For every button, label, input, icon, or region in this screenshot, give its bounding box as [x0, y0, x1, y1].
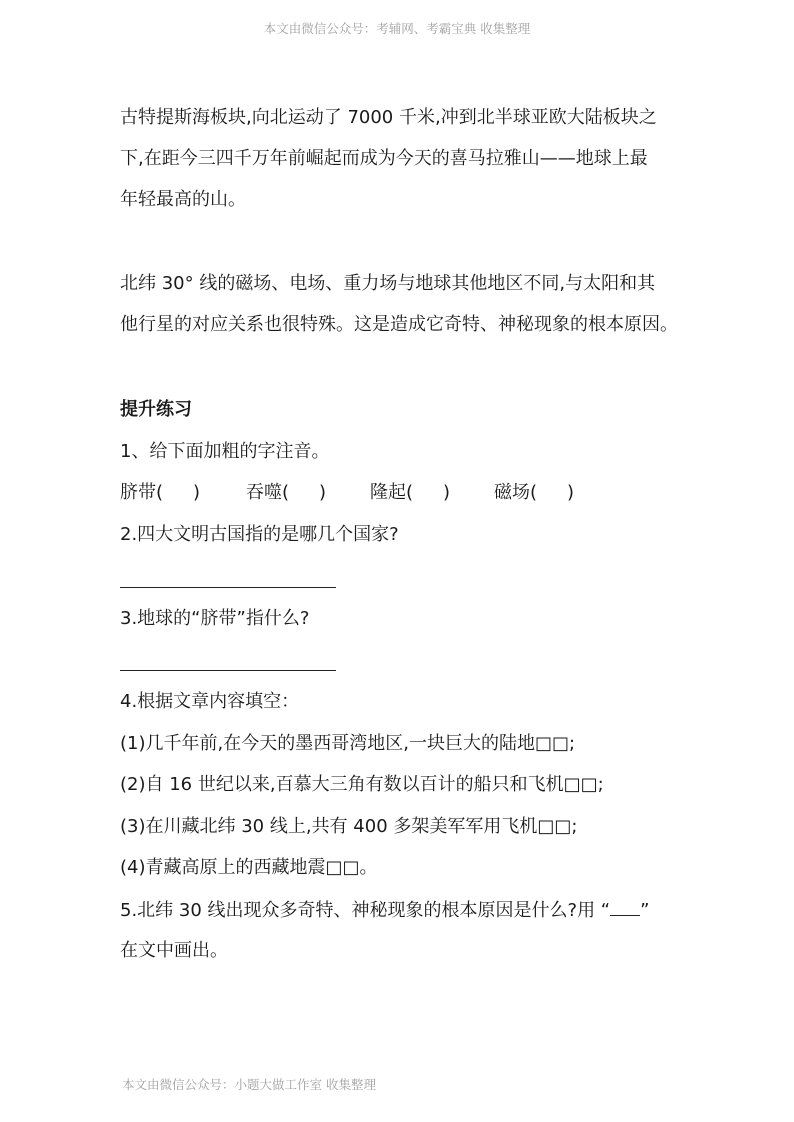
passage-line: 北纬 30° 线的磁场、电场、重力场与地球其他地区不同,与太阳和其 — [120, 273, 656, 294]
passage-line: 下,在距今三四千万年前崛起而成为今天的喜马拉雅山——地球上最 — [120, 148, 648, 169]
header-watermark: 本文由微信公众号：考辅网、考霸宝典 收集整理 — [263, 21, 531, 36]
underline-sample — [610, 897, 640, 916]
pinyin-item: 隆起( ) — [370, 482, 451, 503]
passage-line: 古特提斯海板块,向北运动了 7000 千米,冲到北半球亚欧大陆板块之 — [120, 107, 657, 128]
passage-line: 年轻最高的山。 — [120, 189, 246, 210]
passage-line: 他行星的对应关系也很特殊。这是造成它奇特、神秘现象的根本原因。 — [120, 314, 678, 335]
fill-item: (4)青藏高原上的西藏地震□□。 — [120, 857, 378, 878]
pinyin-item: 磁场( ) — [494, 482, 575, 503]
question-5-text: 5.北纬 30 线出现众多奇特、神秘现象的根本原因是什么?用 “ — [120, 900, 611, 921]
question-5-quote: ” — [640, 900, 650, 921]
pinyin-item: 脐带( ) — [120, 482, 201, 503]
question-4: 4.根据文章内容填空： — [120, 691, 300, 712]
fill-item: (2)自 16 世纪以来,百慕大三角有数以百计的船只和飞机□□; — [120, 774, 604, 795]
question-5 — [120, 897, 649, 924]
fill-item: (1)几千年前,在今天的墨西哥湾地区,一块巨大的陆地□□; — [120, 733, 576, 754]
question-2: 2.四大文明古国指的是哪几个国家? — [120, 524, 399, 545]
answer-line[interactable] — [120, 669, 336, 671]
answer-line[interactable] — [120, 586, 336, 588]
section-title: 提升练习 — [120, 399, 192, 420]
pinyin-item: 吞噬( ) — [246, 482, 327, 503]
footer-watermark: 本文由微信公众号：小题大做工作室 收集整理 — [122, 1077, 376, 1092]
question-5-line2: 在文中画出。 — [120, 940, 228, 961]
question-1: 1、给下面加粗的字注音。 — [120, 441, 330, 462]
fill-item: (3)在川藏北纬 30 线上,共有 400 多架美军军用飞机□□; — [120, 816, 578, 837]
question-3: 3.地球的“脐带”指什么? — [120, 608, 310, 629]
